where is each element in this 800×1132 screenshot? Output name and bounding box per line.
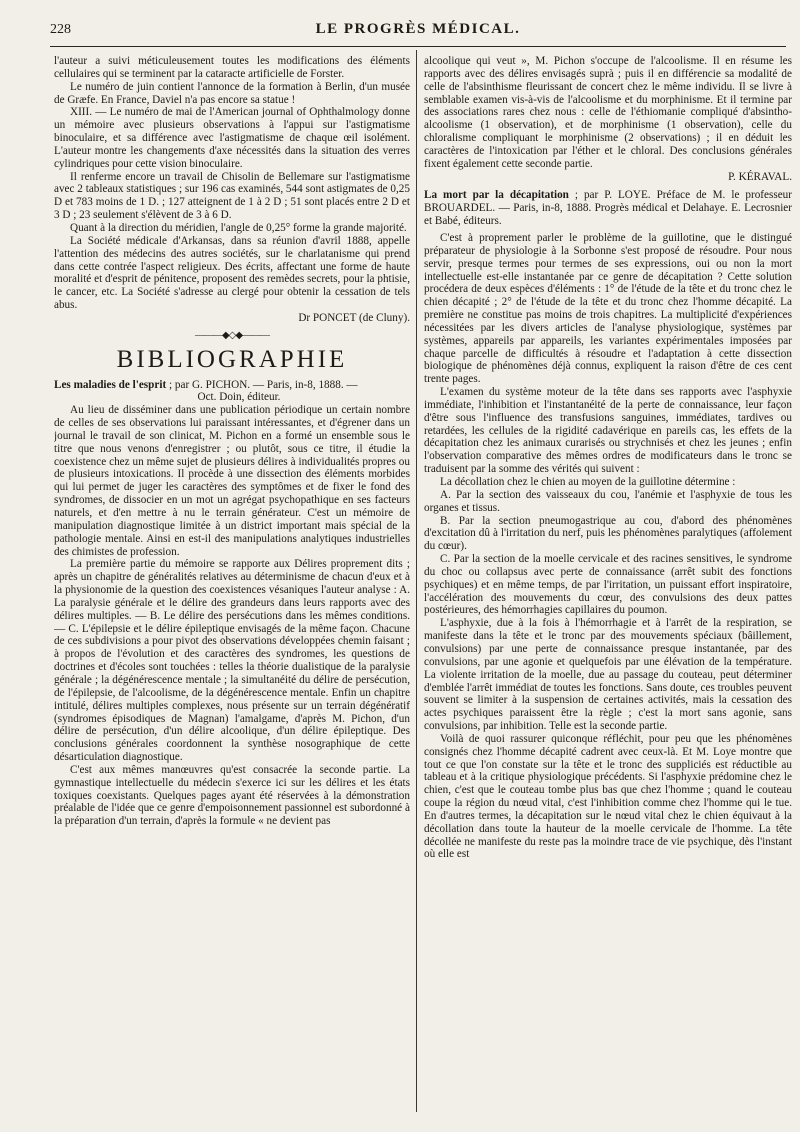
paragraph: alcoolique qui veut », M. Pichon s'occupe de l'alcoolisme. Il en résume les rapports avec des délires envisagés suprà ; puis il en différencie sa modalité de celle de l'absinthisme fleurissant de concert chez le même individu. Il se livre à semblable examen vis-à-vis de l'alcoolisme et du morphinisme. Et il termine par des associations rares chez nous : celle de l'éthiomanie compliqué d'absintho-alcoolisme (1 observation), et de morphinisme (1 observation), celle du chloralisme compliquant le morphinisme (2 observations) ; il en déduit les caractères de l'intoxication par l'éther et le chloral. Des conclusions générales fixent également cette seconde partie. [424,55,792,170]
review-meta: ; par G. PICHON. — Paris, in-8, 1888. — [166,378,358,391]
paragraph: B. Par la section pneumogastrique au cou, d'abord des phénomènes d'excitation dû à l'irritation du nerf, puis les phénomènes paralytiques (affolement du cœur). [424,514,792,553]
paragraph: l'auteur a suivi méticuleusement toutes les modifications des éléments cellulaires qui se terminent par la cataracte artificielle de Forster. [54,55,410,80]
signature: Dr PONCET (de Cluny). [298,311,410,324]
paragraph: La Société médicale d'Arkansas, dans sa réunion d'avril 1888, appelle l'attention des médecins des autres sociétés, sur le charlatanisme qui prend dans cette contrée l'aspect religieux. Des écrits, affectant une forme de haute moralité et d'esprit de pénitence, proposent des remèdes secrets, pour la phtisie, le cancer, etc. La Société s'adresse au clergé pour obtenir la cessation de tels abus. [54,234,410,312]
section-title: BIBLIOGRAPHIE [116,345,348,373]
paragraph: Il renferme encore un travail de Chisolin de Bellemare sur l'astigmatisme avec 2 tableaux statistiques ; sur 196 cas examinés, 544 sont astigmates de 0,25 D et 783 moins de 1 D. ; 127 atteignent de 1 à 2 D ; 51 sont placés entre 2 D et 3 D ; 23 seulement s'élèvent de 3 à 6 D. [54,170,410,222]
page-header [50,20,786,47]
paragraph: A. Par la section des vaisseaux du cou, l'anémie et l'asphyxie de tous les organes et tissus. [424,488,792,514]
paragraph: C. Par la section de la moelle cervicale et des racines sensitives, le syndrome du choc ou collapsus avec perte de connaissance (arrêt subit des fonctions psychiques) et en même temps, de par l'irritation, un puissant effort inspiratoire, l'accélération des mouvements du cœur, des convulsions des deux pattes postérieures, des hémorrhagies capillaires du poumon. [424,553,792,617]
left-column [54,55,410,1110]
paragraph: Quant à la direction du méridien, l'angle de 0,25° forme la grande majorité. [70,221,407,234]
paragraph: XIII. — Le numéro de mai de l'American journal of Ophthalmology donne un mémoire avec plusieurs observations à l'appui sur l'astigmatisme binoculaire, et sa différence avec l'astigmatisme de chaque œil isolément. L'auteur montre les changements d'axe nécessités dans la situation des verres cylindriques pour cette vision binoculaire. [54,106,410,170]
journal-title: LE PROGRÈS MÉDICAL. [315,21,521,37]
paragraph: C'est à proprement parler le problème de la guillotine, que le distingué préparateur de physiologie à la Sorbonne s'est proposé de résoudre. Pour nous servir, presque termes pour termes de ses expressions, oui ou non la mort intellectuelle est-elle instantanée par ce genre de décapitation ? Cette solution procédera de deux espèces d'éléments : 1° de l'étude de la tête et du tronc chez le chien décapité ; 2° de l'étude de la tête et du tronc chez l'homme décapité. La première ne constitue pas moins de trois chapitres. La multiplicité d'expériences nécessitées par les divers articles de l'analyse physiologique, systèmes par systèmes, appareils par appareils, les variantes expérimentales imposées par chaque parcelle de difficultés à résoudre et l'adaptation à cette dissection biologique de phénomènes déjà connus, expliquent la raison d'être de ces cent trente pages. [424,231,792,386]
column-divider [416,50,417,1112]
review-title: Les maladies de l'esprit [54,378,167,391]
paragraph: Au lieu de disséminer dans une publication périodique un certain nombre de celles de ses observations lui paraissant intéressantes, et d'égrener dans un journal le travail de son clinicat, M. Pichon en a formé un ensemble sous le titre que nous venons d'enregistrer ; ou plutôt, sous ce titre, il étudie la coexistence chez un même sujet de plusieurs délires à individualités propres ou de plusieurs intoxications. Il procède à une dissection des éléments morbides qui lui permet de juger les caractères des symptômes et de fixer le fond des syndromes, de dissocier en un mot un agrégat psychopathique en ses facteurs naturels, et d'en mettre à nu le terrain générateur. C'est un mémoire de manipulation diagnostique limitée à un district important mais spécial de la pathologie mentale. Ainsi en est-il des manipulations analytiques industrielles des chimistes de profession. [54,404,410,558]
paragraph: L'examen du système moteur de la tête dans ses rapports avec l'asphyxie immédiate, l'inhibition et l'instantanéité de la perte de connaissance, leur façon d'être sous l'influence des transfusions sanguines, immédiates, tardives ou retardées, les cellules de la rigidité cadavérique en pareils cas, les effets de la décapitation chez les animaux curarisés ou strychnisés et chez les jeunes ; enfin l'observation comparative des mêmes ordres de modificateurs dans le tronc se traduisent par la somme des vérités qui suivent : [424,386,792,476]
paragraph: La décollation chez le chien au moyen de la guillotine détermine : [440,476,736,488]
spacer [424,183,792,187]
review-publisher: Oct. Doin, éditeur. [197,391,281,404]
paragraph: La première partie du mémoire se rapporte aux Délires proprement dits ; après un chapitre de généralités relatives au déterminisme de chacun d'eux et à la physionomie de la question des coexistences vésaniques l'auteur analyse : A. La paralysie générale et le délire des grandeurs dans leurs rapports avec des délires multiples. — B. Le délire des persécutions dans les mêmes conditions. — C. L'épilepsie et le délire épileptique envisagés de la même façon. Chacune de ces subdivisions a pour pivot des observations développées chemin faisant ; à propos de l'évolution et des caractères des syndromes, les questions de doctrines et d'écoles sont touchées : telles la théorie dualistique de la paralysie générale ; la dégénérescence mentale ; la simultanéité du délire de persécution, de l'épilepsie, de l'alcoolisme, de la dégénérescence mentale. Enfin un chapitre intitulé, délires multiples complexes, nous présente sur un terrain dégénératif (syndromes épisodiques de Magnan) l'amalgame, d'après M. Pichon, d'un délire de persécution, d'un délire alcoolique, d'un délire épileptique. Des conclusions générales coordonnent la synthèse nosographique de cette désarticulation diagnostique. [54,558,410,764]
review-heading [54,379,410,392]
review-heading [424,189,792,228]
paragraph: C'est aux mêmes manœuvres qu'est consacrée la seconde partie. La gymnastique intellectuelle du médecin s'exerce ici sur les délires et les états toxiques coexistants. Quelques pages ayant été réservées à la démonstration préalable de l'idée que ce genre d'empoisonnement passionnel est subordonné à la préparation d'un terrain, d'après la formule « ne devient pas [54,763,410,828]
right-column [424,55,792,1110]
paragraph: Le numéro de juin contient l'annonce de la formation à Berlin, d'un musée de Græfe. En France, Daviel n'a pas encore sa statue ! [54,80,410,106]
review-title: La mort par la décapitation [424,189,569,202]
page-number: 228 [50,22,71,37]
section-ornament: ———◆◇◆——— [194,329,270,341]
paragraph: Voilà de quoi rassurer quiconque réfléchit, pour peu que les phénomènes consignés chez l'homme décapité cadrent avec ceux-là. Et M. Loye montre que tout ce que l'on constate sur la tête et le tronc des suppliciés est réductible au tableau et à la critique physiologique précédents. Si l'asphyxie prédomine chez le chien, c'est que le couteau tombe plus bas que chez l'homme ; quand le couteau coupe la région du nœud vital, c'est l'inhibition comme chez l'homme qui le tue. En d'autres termes, la décapitation sur le nœud vital chez le chien équivaut à la décollation dans toute la hauteur de la moelle cervicale de l'homme. La tête décollée ne manifeste du reste pas la moindre trace de vie psychique, dès l'instant où elle est [424,732,792,861]
review-meta: ; par P. LOYE. Préface de M. le professeur BROUARDEL. — Paris, in-8, 1888. Progrès médical et Delahaye. E. Lecrosnier et Babé, éditeurs. [424,189,792,228]
paragraph: L'asphyxie, due à la fois à l'hémorrhagie et à l'arrêt de la respiration, se manifeste dans la tête et le tronc par des mouvements spéciaux (bâillement, convulsions) par une perte de connaissance presque instantanée, par des convulsions, par une agonie et quelquefois par une élévation de la température. La violente irritation de la moelle, due au passage du couteau, peut déterminer d'emblée l'arrêt immédiat de toutes les fonctions. Sans doute, ces troubles peuvent souvent se limiter à la suspension de certaines activités, mais la cessation des actes psychiques paraissent être la règle ; c'est la mort sans agonie, sans convulsions, par inhibition. Telle est la seconde partie. [424,617,792,733]
signature: P. KÉRAVAL. [728,170,792,183]
